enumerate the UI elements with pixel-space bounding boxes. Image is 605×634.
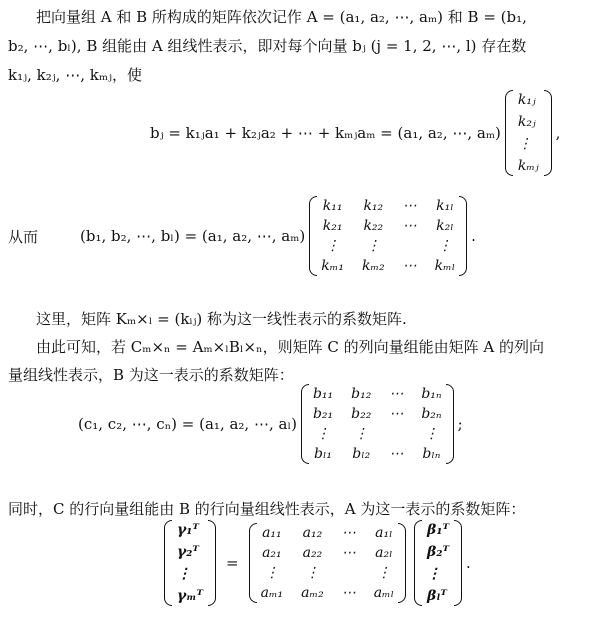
matrix-entry: ⋮ xyxy=(305,565,320,581)
matrix-entry xyxy=(342,565,356,581)
paragraph-2: 这里，矩阵 Kₘ×ₗ = (kᵢⱼ) 称为这一线性表示的系数矩阵. xyxy=(36,310,407,328)
paragraph-1-line-1: 把向量组 A 和 B 所构成的矩阵依次记作 A = (a₁, a₂, ⋯, aₘ) 和 B = (b₁, xyxy=(36,8,527,26)
matrix-entry: k₁₁ xyxy=(322,198,343,214)
matrix-entry: k₂₁ xyxy=(322,218,343,234)
matrix-entry: γ₂ᵀ xyxy=(177,544,199,560)
vector-entry: ⋮ xyxy=(517,136,532,152)
equation-2-period: . xyxy=(471,227,476,245)
left-parenthesis xyxy=(505,90,513,176)
matrix-entry: ⋯ xyxy=(389,406,404,422)
paragraph-3-line-1: 由此可知，若 Cₘ×ₙ = Aₘ×ₗBₗ×ₙ，则矩阵 C 的列向量组能由矩阵 A 的列向 xyxy=(36,338,544,356)
equation-1-lhs: bⱼ = k₁ⱼa₁ + k₂ⱼa₂ + ⋯ + kₘⱼaₘ = (a₁, a₂, ⋯, aₘ) xyxy=(150,124,501,142)
matrix-entry: a₂₂ xyxy=(302,545,323,561)
equation-1 xyxy=(150,90,560,176)
matrix-entry: a₁ₗ xyxy=(375,525,393,541)
matrix-entry: ⋯ xyxy=(341,525,356,541)
matrix-entry: ⋮ xyxy=(177,566,191,582)
matrix-entry: bₗ₂ xyxy=(352,446,371,462)
right-parenthesis xyxy=(544,90,552,176)
left-parenthesis xyxy=(309,196,317,276)
equation-1-comma: , xyxy=(555,124,561,142)
coefficient-matrix-k xyxy=(309,196,467,276)
paragraph-4: 同时，C 的行向量组能由 B 的行向量组线性表示，A 为这一表示的系数矩阵： xyxy=(8,500,526,518)
matrix-entry: ⋮ xyxy=(424,426,439,442)
coefficient-matrix-b xyxy=(301,384,454,464)
vector-entry: k₂ⱼ xyxy=(517,114,536,130)
matrix-entry: b₂₁ xyxy=(312,406,334,422)
matrix-entry: ⋮ xyxy=(316,426,331,442)
equation-1-column-vector xyxy=(505,90,552,176)
right-parenthesis xyxy=(398,523,406,603)
matrix-entry: ⋯ xyxy=(389,386,404,402)
matrix-entry: ⋯ xyxy=(341,585,356,601)
matrix-entry: k₁₂ xyxy=(363,198,384,214)
vector-entry: kₘⱼ xyxy=(517,158,539,174)
matrix-entry: b₂ₙ xyxy=(421,406,442,422)
equation-4-period: . xyxy=(466,554,471,572)
matrix-entry: kₘₗ xyxy=(434,258,456,274)
matrix-entry: ⋮ xyxy=(376,565,391,581)
equation-3 xyxy=(78,384,463,464)
equation-4-equals: = xyxy=(226,554,239,572)
left-parenthesis xyxy=(249,523,257,603)
matrix-entry: a₁₁ xyxy=(262,525,282,541)
matrix-entry: b₂₂ xyxy=(351,406,372,422)
matrix-entry: ⋯ xyxy=(402,218,417,234)
matrix-entry: ⋮ xyxy=(354,426,369,442)
matrix-entry: b₁₂ xyxy=(351,386,372,402)
matrix-entry: ⋮ xyxy=(427,566,442,582)
matrix-entry: ⋯ xyxy=(402,258,417,274)
matrix-entry: γ₁ᵀ xyxy=(177,522,199,538)
matrix-entry: k₂ₗ xyxy=(436,218,454,234)
matrix-entry: ⋮ xyxy=(325,238,340,254)
left-parenthesis xyxy=(164,520,172,606)
matrix-entry: ⋮ xyxy=(366,238,381,254)
matrix-entry: ⋮ xyxy=(264,565,279,581)
paragraph-1-line-3: k₁ⱼ, k₂ⱼ, ⋯, kₘⱼ，使 xyxy=(8,66,142,84)
equation-2-prefix: 从而 xyxy=(8,227,39,246)
equation-2-lhs: (b₁, b₂, ⋯, bₗ) = (a₁, a₂, ⋯, aₘ) xyxy=(80,227,306,245)
matrix-entry: a₂₁ xyxy=(262,545,282,561)
matrix-entry: k₂₂ xyxy=(363,218,384,234)
matrix-entry: βₗᵀ xyxy=(427,588,447,604)
matrix-entry xyxy=(389,426,403,442)
matrix-entry: kₘ₁ xyxy=(321,258,344,274)
matrix-entry: b₁ₙ xyxy=(421,386,442,402)
matrix-entry: b₁₁ xyxy=(312,386,334,402)
matrix-entry: ⋮ xyxy=(437,238,452,254)
coefficient-matrix-a xyxy=(249,523,406,603)
matrix-entry: aₘ₂ xyxy=(301,585,324,601)
matrix-entry: ⋯ xyxy=(341,545,356,561)
right-parenthesis xyxy=(454,520,462,606)
matrix-entry: ⋯ xyxy=(402,198,417,214)
matrix-entry: kₘ₂ xyxy=(361,258,385,274)
right-parenthesis xyxy=(459,196,467,276)
equation-3-lhs: (c₁, c₂, ⋯, cₙ) = (a₁, a₂, ⋯, aₗ) xyxy=(78,415,297,433)
equation-4 xyxy=(160,520,471,606)
matrix-entry xyxy=(403,238,417,254)
left-parenthesis xyxy=(414,520,422,606)
right-parenthesis xyxy=(208,520,216,606)
equation-2 xyxy=(8,196,476,276)
matrix-entry: a₁₂ xyxy=(302,525,323,541)
matrix-entry: ⋯ xyxy=(389,446,404,462)
matrix-entry: a₂ₗ xyxy=(375,545,393,561)
matrix-entry: k₁ₗ xyxy=(436,198,454,214)
paragraph-3-line-2: 量组线性表示，B 为这一表示的系数矩阵： xyxy=(8,366,294,384)
matrix-entry: aₘₗ xyxy=(373,585,395,601)
matrix-entry: β₂ᵀ xyxy=(427,544,450,560)
right-parenthesis xyxy=(446,384,454,464)
matrix-entry: bₗ₁ xyxy=(314,446,333,462)
row-vector-beta-column xyxy=(414,520,462,606)
paragraph-1-line-2: b₂, ⋯, bₗ), B 组能由 A 组线性表示，即对每个向量 bⱼ (j = 1, 2, ⋯, l) 存在数 xyxy=(8,37,527,55)
equation-3-semicolon: ; xyxy=(457,415,463,433)
matrix-entry: bₗₙ xyxy=(422,446,441,462)
matrix-entry: aₘ₁ xyxy=(260,585,284,601)
left-parenthesis xyxy=(301,384,309,464)
row-vector-gamma-column xyxy=(164,520,216,606)
vector-entry: k₁ⱼ xyxy=(517,92,536,108)
matrix-entry: γₘᵀ xyxy=(177,588,204,604)
matrix-entry: β₁ᵀ xyxy=(427,522,450,538)
